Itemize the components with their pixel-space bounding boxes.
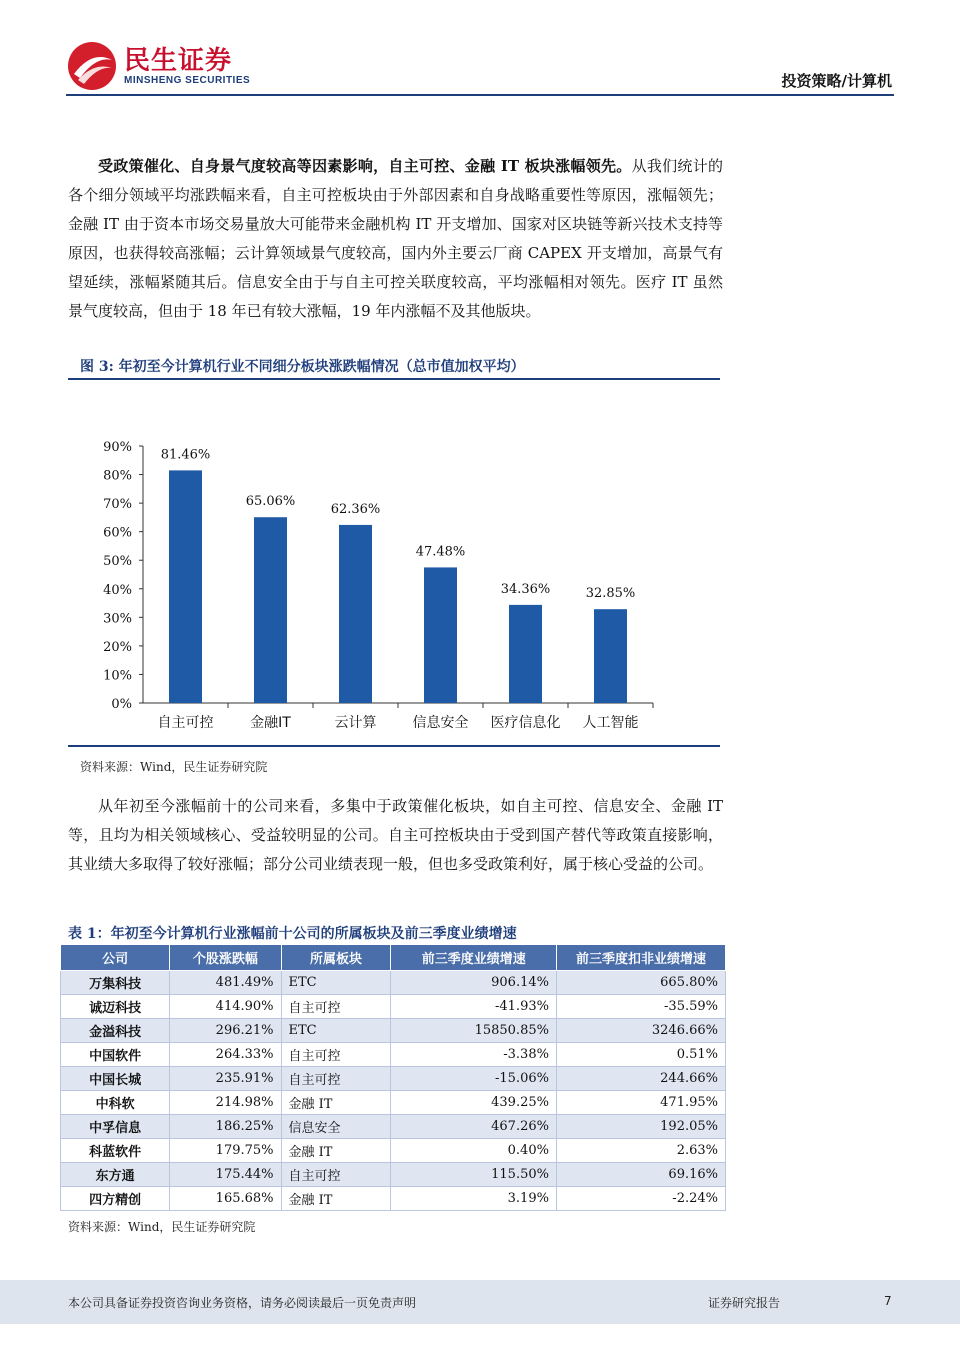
paragraph-body: 从我们统计的各个细分领域平均涨跌幅来看，自主可控板块由于外部因素和自身战略重要性等原因，涨幅领先；金融 IT 由于资本市场交易量放大可能带来金融机构 IT 开支增加、国家对区块链等新兴技术支持等原因，也获得较高涨幅；云计算领域景气度较高，国内外主要云厂商 CAPEX 开支增加，高景气有望延续，涨幅紧随其后。信息安全由于与自主可控关联度较高，平均涨幅相对领先。医疗 IT 虽然景气度较高，但由于 18 年已有较大涨幅，19 年内涨幅不及其他版块。	[68, 157, 723, 320]
table-source: 资料来源：Wind，民生证券研究院	[68, 1220, 256, 1234]
y-tick-label: 30%	[103, 611, 132, 627]
table-row	[61, 1139, 726, 1163]
x-category-label: 人工智能	[582, 715, 639, 731]
y-tick-label: 40%	[103, 582, 132, 598]
y-tick-label: 70%	[103, 497, 132, 513]
bar	[509, 605, 542, 703]
cell-return: 165.68%	[170, 1187, 281, 1211]
cell-return: 235.91%	[170, 1067, 281, 1091]
table-row	[61, 1115, 726, 1139]
report-section-title: 投资策略/计算机	[781, 72, 892, 90]
table-body	[61, 971, 726, 1211]
cell-adjusted-earnings-growth: 69.16%	[556, 1163, 725, 1187]
cell-adjusted-earnings-growth: -35.59%	[556, 995, 725, 1019]
table-title: 表 1：年初至今计算机行业涨幅前十公司的所属板块及前三季度业绩增速	[68, 926, 517, 942]
cell-sector: 金融 IT	[281, 1091, 391, 1115]
page-footer	[0, 1280, 960, 1324]
cell-company: 中孚信息	[61, 1115, 170, 1139]
bar-data-label: 65.06%	[245, 494, 296, 510]
page-header	[0, 0, 960, 100]
cell-adjusted-earnings-growth: 192.05%	[556, 1115, 725, 1139]
cell-company: 中科软	[61, 1091, 170, 1115]
col-header-return: 个股涨跌幅	[170, 945, 281, 971]
cell-adjusted-earnings-growth: -2.24%	[556, 1187, 725, 1211]
y-tick-label: 20%	[103, 639, 132, 655]
bar-data-label: 34.36%	[500, 581, 551, 597]
cell-company: 四方精创	[61, 1187, 170, 1211]
cell-return: 214.98%	[170, 1091, 281, 1115]
bar	[254, 517, 287, 703]
cell-return: 296.21%	[170, 1019, 281, 1043]
footer-report-type: 证券研究报告	[708, 1296, 781, 1310]
company-logo	[66, 40, 250, 92]
table-header-row	[61, 945, 726, 971]
footer-disclaimer: 本公司具备证券投资咨询业务资格，请务必阅读最后一页免责声明	[68, 1296, 417, 1310]
cell-sector: 自主可控	[281, 995, 391, 1019]
cell-adjusted-earnings-growth: 471.95%	[556, 1091, 725, 1115]
figure-source: 资料来源：Wind，民生证券研究院	[80, 760, 268, 774]
cell-company: 诚迈科技	[61, 995, 170, 1019]
cell-return: 264.33%	[170, 1043, 281, 1067]
table-row	[61, 1091, 726, 1115]
logo-english-name: MINSHENG SECURITIES	[124, 74, 251, 86]
top-companies-table	[60, 944, 726, 1211]
col-header-adjusted-earnings-growth: 前三季度扣非业绩增速	[556, 945, 725, 971]
table-row	[61, 1019, 726, 1043]
cell-adjusted-earnings-growth: 3246.66%	[556, 1019, 725, 1043]
cell-sector: 金融 IT	[281, 1187, 391, 1211]
cell-sector: 信息安全	[281, 1115, 391, 1139]
y-tick-label: 50%	[103, 554, 132, 570]
cell-adjusted-earnings-growth: 665.80%	[556, 971, 725, 995]
bar-data-label: 32.85%	[585, 586, 636, 602]
bar	[424, 567, 457, 703]
cell-sector: 金融 IT	[281, 1139, 391, 1163]
cell-earnings-growth: -3.38%	[391, 1043, 557, 1067]
y-tick-label: 60%	[103, 525, 132, 541]
figure-bottom-divider	[68, 745, 720, 747]
cell-return: 179.75%	[170, 1139, 281, 1163]
page-number: 7	[884, 1294, 892, 1308]
cell-sector: ETC	[281, 971, 391, 995]
cell-company: 东方通	[61, 1163, 170, 1187]
cell-adjusted-earnings-growth: 0.51%	[556, 1043, 725, 1067]
y-tick-label: 0%	[111, 697, 132, 712]
cell-earnings-growth: 0.40%	[391, 1139, 557, 1163]
cell-earnings-growth: 467.26%	[391, 1115, 557, 1139]
cell-earnings-growth: 115.50%	[391, 1163, 557, 1187]
table-row	[61, 1187, 726, 1211]
cell-adjusted-earnings-growth: 2.63%	[556, 1139, 725, 1163]
x-category-label: 医疗信息化	[490, 715, 561, 731]
cell-sector: ETC	[281, 1019, 391, 1043]
bar-data-label: 81.46%	[160, 447, 211, 463]
cell-earnings-growth: -15.06%	[391, 1067, 557, 1091]
bar	[594, 609, 627, 703]
cell-earnings-growth: 15850.85%	[391, 1019, 557, 1043]
header-divider	[66, 94, 894, 96]
cell-adjusted-earnings-growth: 244.66%	[556, 1067, 725, 1091]
table-row	[61, 1043, 726, 1067]
cell-return: 414.90%	[170, 995, 281, 1019]
minsheng-logo-icon	[66, 40, 118, 92]
cell-company: 科蓝软件	[61, 1139, 170, 1163]
y-tick-label: 90%	[103, 440, 132, 455]
bar	[169, 470, 202, 703]
x-category-label: 云计算	[334, 715, 377, 731]
cell-earnings-growth: 906.14%	[391, 971, 557, 995]
col-header-company: 公司	[61, 945, 170, 971]
cell-earnings-growth: -41.93%	[391, 995, 557, 1019]
sector-return-bar-chart	[68, 380, 723, 746]
x-category-label: 金融IT	[250, 715, 291, 731]
bar-data-label: 62.36%	[330, 501, 381, 517]
x-category-label: 信息安全	[412, 715, 469, 731]
table-row	[61, 1163, 726, 1187]
table-row	[61, 971, 726, 995]
cell-sector: 自主可控	[281, 1163, 391, 1187]
cell-sector: 自主可控	[281, 1043, 391, 1067]
cell-company: 中国长城	[61, 1067, 170, 1091]
cell-company: 中国软件	[61, 1043, 170, 1067]
cell-company: 万集科技	[61, 971, 170, 995]
cell-company: 金溢科技	[61, 1019, 170, 1043]
col-header-sector: 所属板块	[281, 945, 391, 971]
table-row	[61, 995, 726, 1019]
logo-chinese-name: 民生证券	[124, 45, 233, 76]
table-row	[61, 1067, 726, 1091]
cell-return: 175.44%	[170, 1163, 281, 1187]
y-tick-label: 10%	[103, 668, 132, 684]
cell-sector: 自主可控	[281, 1067, 391, 1091]
cell-return: 186.25%	[170, 1115, 281, 1139]
bar-data-label: 47.48%	[415, 544, 466, 560]
paragraph-sector-performance	[68, 152, 723, 326]
figure-title: 图 3: 年初至今计算机行业不同细分板块涨跌幅情况（总市值加权平均）	[68, 356, 720, 380]
paragraph-lead-bold: 受政策催化、自身景气度较高等因素影响，自主可控、金融 IT 板块涨幅领先。	[98, 157, 632, 175]
paragraph-top-companies: 从年初至今涨幅前十的公司来看，多集中于政策催化板块，如自主可控、信息安全、金融 IT 等，且均为相关领域核心、受益较明显的公司。自主可控板块由于受到国产替代等政策直接影响，其业绩大多取得了较好涨幅；部分公司业绩表现一般，但也多受政策利好，属于核心受益的公司。	[68, 797, 723, 873]
cell-earnings-growth: 439.25%	[391, 1091, 557, 1115]
cell-return: 481.49%	[170, 971, 281, 995]
y-tick-label: 80%	[103, 468, 132, 484]
cell-earnings-growth: 3.19%	[391, 1187, 557, 1211]
bar	[339, 525, 372, 703]
x-category-label: 自主可控	[157, 715, 214, 731]
col-header-earnings-growth: 前三季度业绩增速	[391, 945, 557, 971]
